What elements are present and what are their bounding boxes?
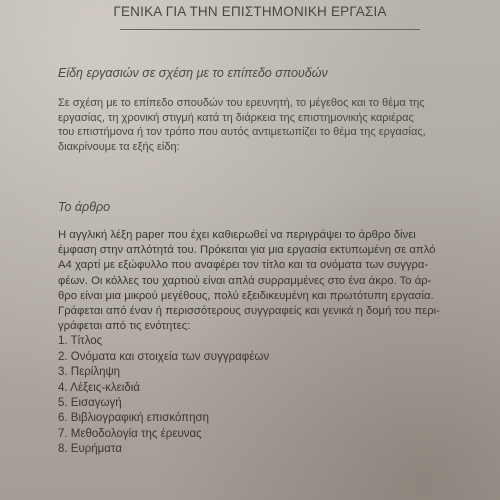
- paragraph-line: εργασίας, τη χρονική στιγμή κατά τη διάρκεια της επιστημονικής καριέρας: [58, 111, 414, 124]
- header-rule: [120, 29, 420, 30]
- paragraph-line: γράφεται από τις ενότητες:: [58, 320, 191, 333]
- list-item: 5. Εισαγωγή: [58, 397, 122, 410]
- section-article: [58, 200, 492, 458]
- paragraph-line: έμφαση στην απλότητά του. Πρόκειται για μια εργασία εκτυπωμένη σε απλό: [58, 244, 436, 257]
- list-item: 8. Ευρήματα: [58, 443, 122, 456]
- list-item: 4. Λέξεις-κλειδιά: [58, 381, 140, 394]
- list-item: 7. Μεθοδολογία της έρευνας: [58, 427, 202, 440]
- paragraph-types-of-works: [58, 96, 492, 154]
- list-item: 1. Τίτλος: [58, 335, 103, 348]
- paragraph-line: του επιστήμονα ή τον τρόπο που αυτός αντιμετωπίζει το θέμα της εργασίας,: [58, 126, 426, 138]
- section-heading-article: Το άρθρο: [58, 200, 111, 214]
- paragraph-line: φέων. Οι κόλλες του χαρτιού είναι απλά συρραμμένες στο ένα άκρο. Το άρ-: [58, 274, 432, 287]
- article-sections-list: [58, 334, 492, 457]
- paragraph-article: [58, 228, 492, 334]
- paragraph-line: Γράφεται από έναν ή περισσότερους συγγραφείς και γενικά η δομή του περι-: [58, 305, 440, 318]
- list-item: 3. Περίληψη: [58, 366, 121, 379]
- list-item: 6. Βιβλιογραφική επισκόπηση: [58, 412, 209, 425]
- paragraph-line: θρο είναι μια μικρού μεγέθους, πολύ εξειδικευμένη και πρωτότυπη εργασία.: [58, 289, 434, 302]
- section-heading-types-of-works: Είδη εργασιών σε σχέση με το επίπεδο σπουδών: [58, 66, 328, 80]
- section-types-of-works: [58, 66, 492, 154]
- paragraph-line: Η αγγλική λέξη paper που έχει καθιερωθεί να περιγράψει το άρθρο δίνει: [58, 229, 416, 241]
- paragraph-line: διακρίνουμε τα εξής είδη:: [58, 140, 180, 153]
- paragraph-line: Σε σχέση με το επίπεδο σπουδών του ερευνητή, το μέγεθος και το θέμα της: [58, 97, 425, 109]
- paragraph-line: A4 χαρτί με εξώφυλλο που αναφέρει τον τίτλο και τα ονόματα των συγγρα-: [58, 259, 429, 272]
- running-header: ΓΕΝΙΚΑ ΓΙΑ ΤΗΝ ΕΠΙΣΤΗΜΟΝΙΚΗ ΕΡΓΑΣΙΑ: [113, 4, 387, 19]
- list-item: 2. Ονόματα και στοιχεία των συγγραφέων: [58, 350, 270, 363]
